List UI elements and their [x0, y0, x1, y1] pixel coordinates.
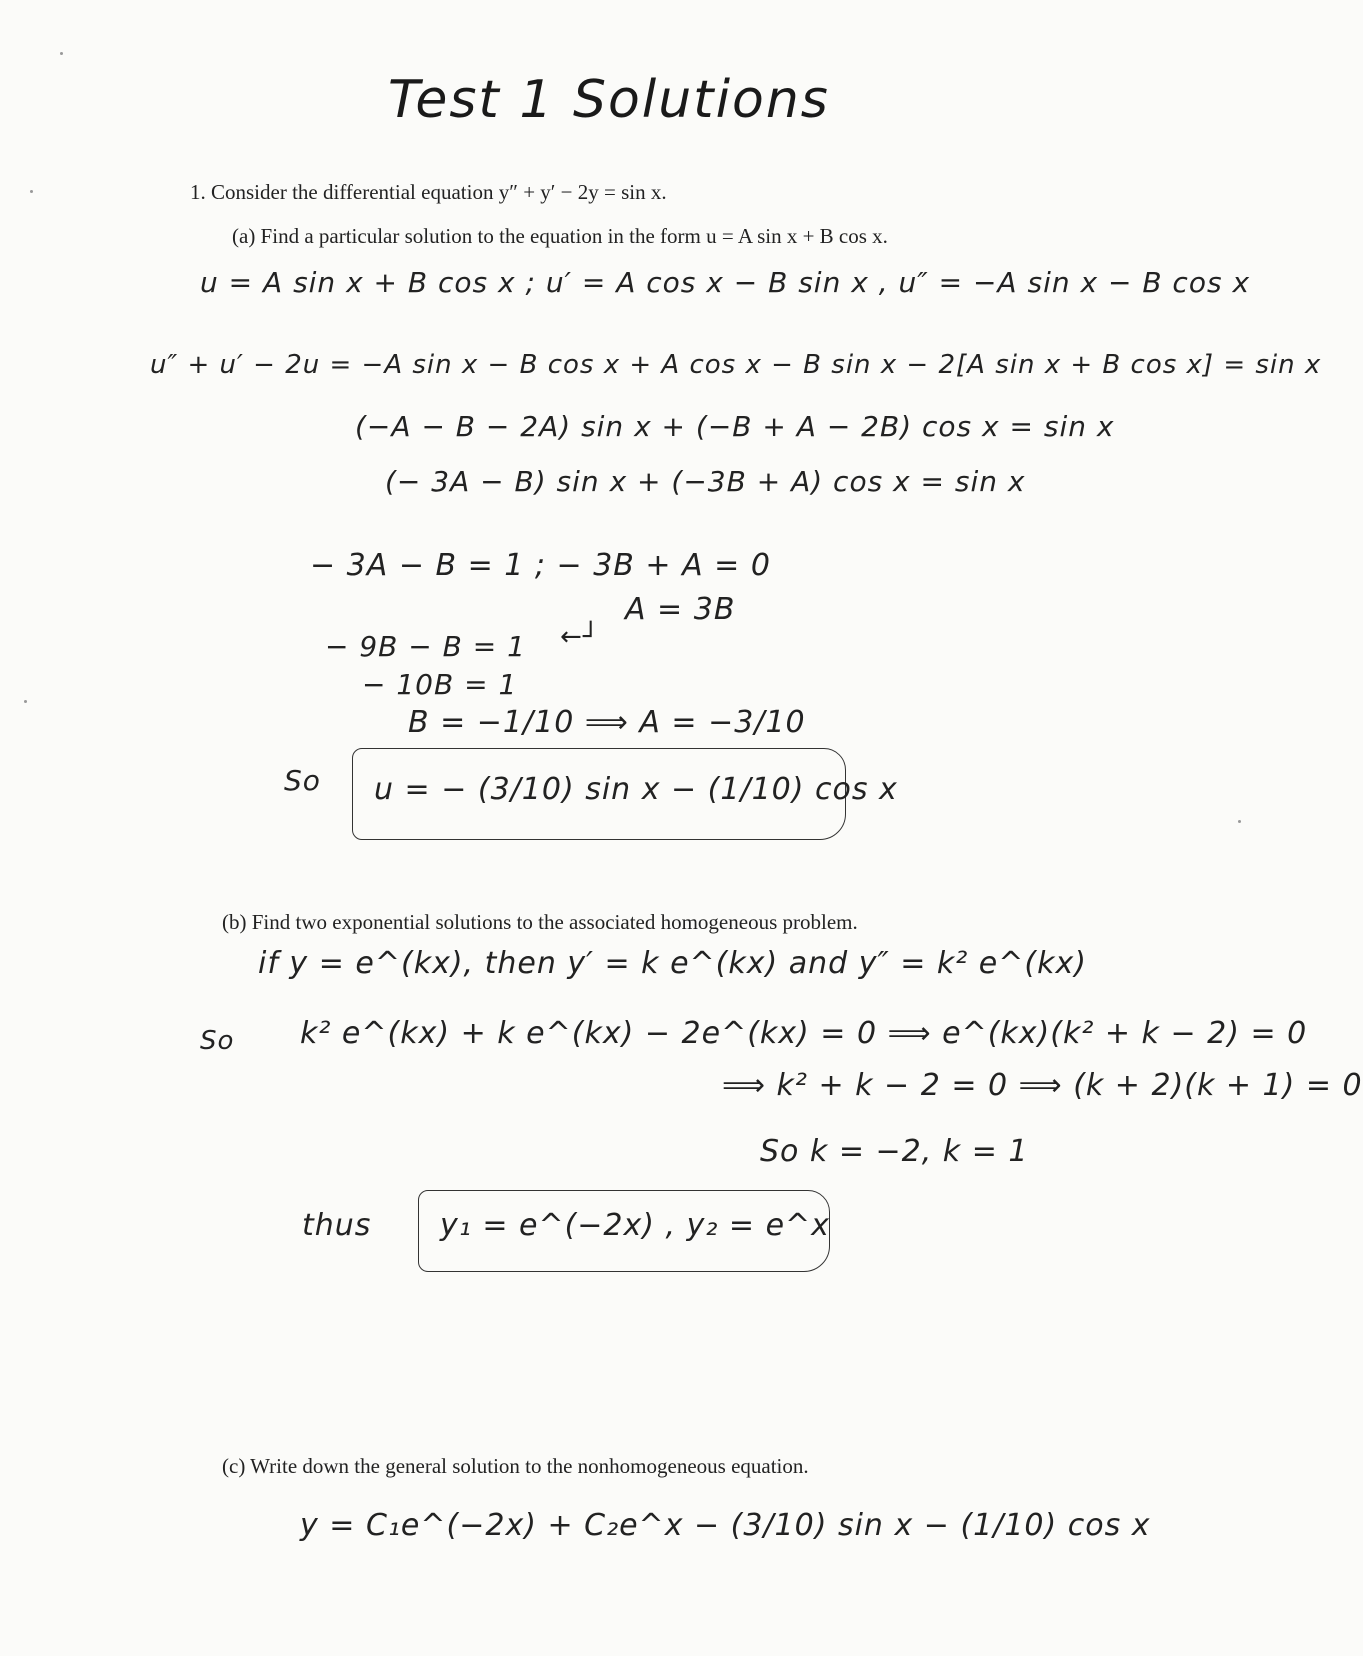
part-b-prompt: (b) Find two exponential solutions to the associated homogeneous problem. — [222, 910, 858, 934]
part-a-a-equals-3b: A = 3B — [625, 592, 736, 627]
scan-speck — [30, 190, 33, 193]
question-1-prompt: 1. Consider the differential equation y″ + y′ − 2y = sin x. — [190, 180, 667, 204]
part-b-answer: y₁ = e^(−2x) , y₂ = e^x — [440, 1208, 830, 1243]
part-b-work-line-1: if y = e^(kx), then y′ = k e^(kx) and y″ = k² e^(kx) — [258, 946, 1087, 981]
part-b-roots: So k = −2, k = 1 — [760, 1134, 1029, 1169]
part-a-work-line-2: u″ + u′ − 2u = −A sin x − B cos x + A cos x − B sin x − 2[A sin x + B cos x] = sin x — [150, 350, 1322, 380]
part-c-prompt: (c) Write down the general solution to the nonhomogeneous equation. — [222, 1454, 809, 1478]
scan-speck — [1238, 820, 1241, 823]
part-b-work-line-2: k² e^(kx) + k e^(kx) − 2e^(kx) = 0 ⟹ e^(kx)(k² + k − 2) = 0 — [300, 1016, 1308, 1051]
part-a-solve-b: − 10B = 1 — [362, 668, 518, 701]
part-c-answer: y = C₁e^(−2x) + C₂e^x − (3/10) sin x − (1/10) cos x — [300, 1508, 1151, 1543]
part-b-so-label: So — [200, 1026, 235, 1056]
part-a-prompt: (a) Find a particular solution to the equation in the form u = A sin x + B cos x. — [232, 224, 888, 248]
part-a-answer: u = − (3/10) sin x − (1/10) cos x — [374, 772, 898, 807]
part-b-thus-label: thus — [302, 1208, 372, 1243]
substitution-arrow-icon: ←┘ — [560, 622, 600, 652]
part-a-work-line-3: (−A − B − 2A) sin x + (−B + A − 2B) cos x = sin x — [355, 410, 1115, 443]
part-b-work-line-3: ⟹ k² + k − 2 = 0 ⟹ (k + 2)(k + 1) = 0 — [722, 1068, 1363, 1103]
scan-speck — [24, 700, 27, 703]
scan-speck — [60, 52, 63, 55]
part-a-so-label: So — [284, 764, 321, 797]
part-a-substitution: − 9B − B = 1 — [325, 630, 526, 663]
part-a-values: B = −1/10 ⟹ A = −3/10 — [408, 705, 806, 740]
part-a-system-equations: − 3A − B = 1 ; − 3B + A = 0 — [310, 548, 771, 583]
part-a-work-line-1: u = A sin x + B cos x ; u′ = A cos x − B sin x , u″ = −A sin x − B cos x — [200, 266, 1251, 299]
page-title: Test 1 Solutions — [388, 70, 830, 130]
part-a-work-line-4: (− 3A − B) sin x + (−3B + A) cos x = sin x — [385, 465, 1026, 498]
